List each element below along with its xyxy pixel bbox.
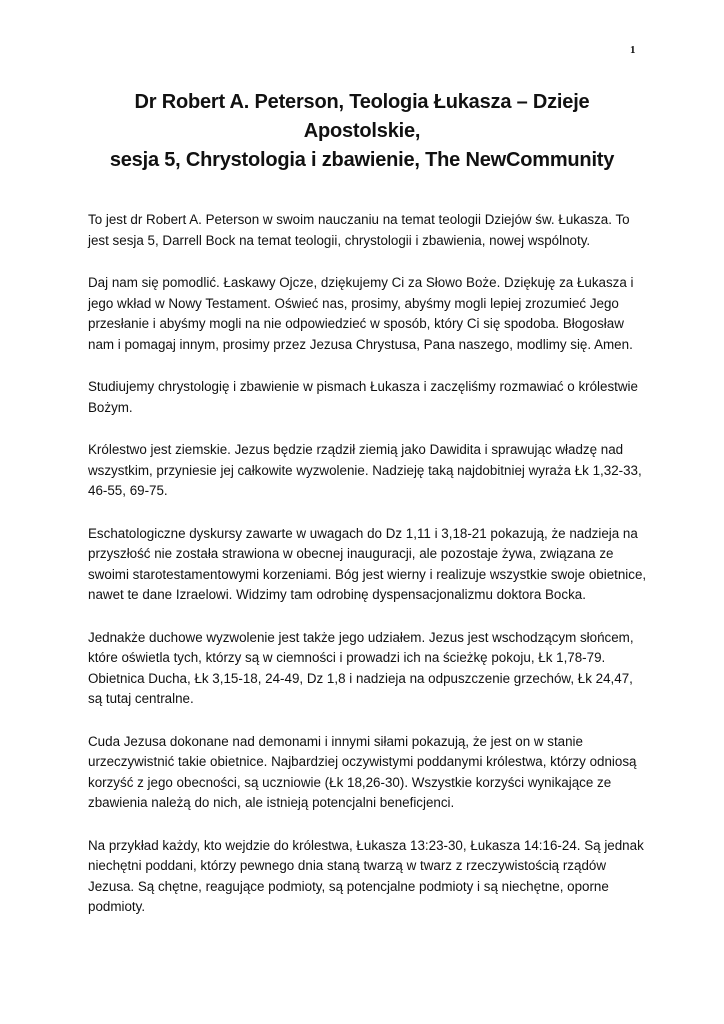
paragraph-prayer: Daj nam się pomodlić. Łaskawy Ojcze, dziękujemy Ci za Słowo Boże. Dziękuję za Łukasza i jego wkład w Nowy Testament. Oświeć nas, prosimy, abyśmy mogli lepiej zrozumieć Jego przesłanie i abyśmy mogli na nie odpowiedzieć w sposób, który Ci się spodoba. Błogosław nam i pomagaj innym, prosimy przez Jezusa Chrystusa, Pana naszego, modlimy się. Amen.: [88, 275, 634, 352]
paragraph-kingdom: Królestwo jest ziemskie. Jezus będzie rządził ziemią jako Dawidita i sprawując władzę nad wszystkim, przyniesie jej całkowite wyzwolenie. Nadzieję taką najdobitniej wyraża Łk 1,32-33, 46-55, 69-75.: [88, 442, 642, 498]
paragraph-intro: To jest dr Robert A. Peterson w swoim nauczaniu na temat teologii Dziejów św. Łukasza. To jest sesja 5, Darrell Bock na temat teologii, chrystologii i zbawienia, nowej wspólnoty.: [88, 212, 630, 248]
title-line-2: Apostolskie,: [303, 120, 421, 142]
title-line-1: Dr Robert A. Peterson, Teologia Łukasza – Dzieje: [134, 91, 590, 113]
paragraph-topic: Studiujemy chrystologię i zbawienie w pismach Łukasza i zaczęliśmy rozmawiać o królestwie Bożym.: [88, 379, 638, 415]
title-line-3: sesja 5, Chrystologia i zbawienie, The NewCommunity: [109, 149, 615, 171]
document-body: [88, 210, 648, 940]
page-number: 1: [630, 44, 636, 56]
paragraph-subjects: Na przykład każdy, kto wejdzie do królestwa, Łukasza 13:23-30, Łukasza 14:16-24. Są jednak niechętni poddani, którzy pewnego dnia staną twarzą w twarz z rzeczywistością rządów Jezusa. Są chętne, reagujące podmioty, są potencjalne podmioty i są niechętne, oporne podmioty.: [88, 837, 644, 914]
paragraph-spiritual-deliverance: Jednakże duchowe wyzwolenie jest także jego udziałem. Jezus jest wschodzącym słońcem, które oświetla tych, którzy są w ciemności i prowadzi ich na ścieżkę pokoju, Łk 1,78-79. Obietnica Ducha, Łk 3,15-18, 24-49, Dz 1,8 i nadzieja na odpuszczenie grzechów, Łk 24,47, są tutaj centralne.: [88, 629, 634, 706]
paragraph-eschatology: Eschatologiczne dyskursy zawarte w uwagach do Dz 1,11 i 3,18-21 pokazują, że nadzieja na przyszłość nie została strawiona w obecnej inauguracji, ale pozostaje żywa, związana ze swoimi starotestamentowymi korzeniami. Bóg jest wierny i realizuje wszystkie swoje obietnice, nawet te dane Izraelowi. Widzimy tam odrobinę dyspensacjonalizmu doktora Bocka.: [88, 525, 647, 602]
document-title: [60, 88, 664, 175]
paragraph-miracles: Cuda Jezusa dokonane nad demonami i innymi siłami pokazują, że jest on w stanie urzeczywistnić takie obietnice. Najbardziej oczywistymi poddanymi królestwa, którzy odniosą korzyść z jego obecności, są uczniowie (Łk 18,26-30). Wszystkie korzyści wynikające ze zbawienia należą do nich, ale istnieją potencjalni beneficjenci.: [88, 733, 637, 810]
